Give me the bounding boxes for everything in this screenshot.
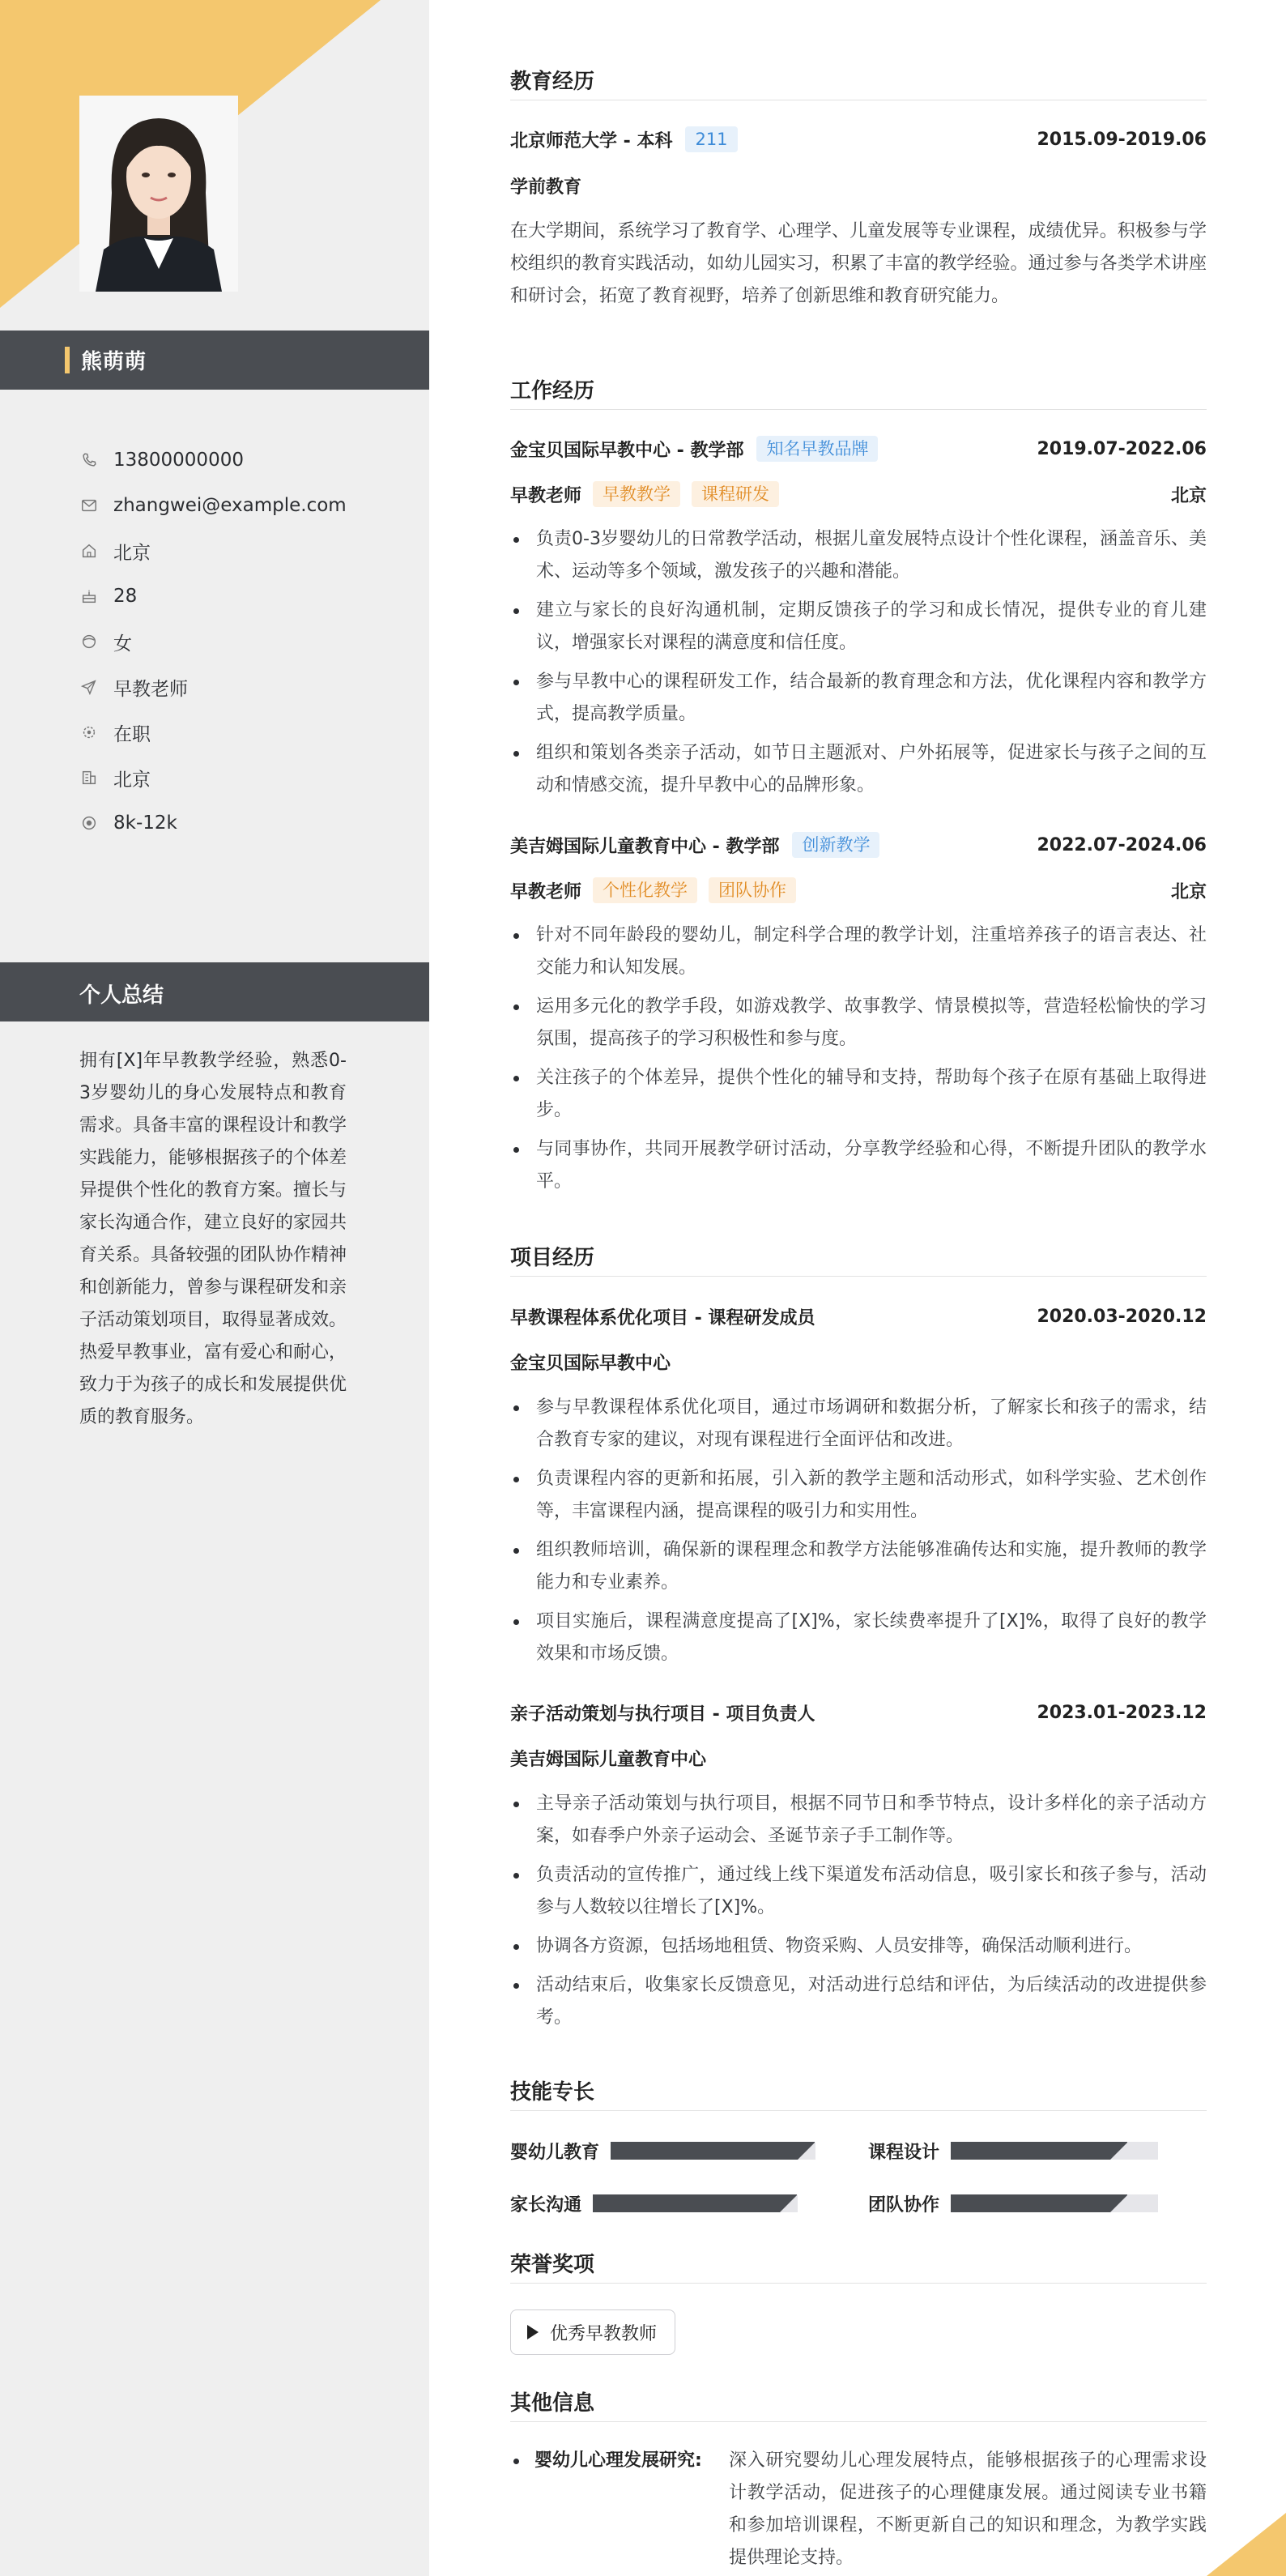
- play-icon: [527, 2325, 539, 2339]
- education-major: 学前教育: [510, 177, 582, 198]
- skill-fill: [951, 2142, 1127, 2160]
- contact-age: [79, 574, 419, 619]
- project-org: 金宝贝国际早教中心: [510, 1353, 671, 1374]
- other-key: 婴幼儿心理发展研究:: [534, 2450, 702, 2471]
- sidebar: [0, 0, 429, 2576]
- name-accent: [65, 347, 70, 373]
- skill-item: [510, 2136, 815, 2165]
- job-role: 早教老师: [510, 881, 582, 902]
- list-item: 项目实施后，课程满意度提高了[X]%，家长续费率提升了[X]%，取得了良好的教学效果和市场反馈。: [510, 1606, 1207, 1670]
- job-period: 2019.07-2022.06: [1037, 438, 1207, 459]
- skill-bar: [593, 2194, 797, 2212]
- other-title: 其他信息: [510, 2386, 1207, 2422]
- contact-status: [79, 710, 419, 755]
- summary-bar: [0, 962, 429, 1021]
- gender-icon: [79, 632, 99, 651]
- school-tag: 211: [685, 126, 737, 152]
- skill-bar: [611, 2142, 815, 2160]
- job-skill-tag: 早教教学: [593, 481, 680, 507]
- project-period: 2023.01-2023.12: [1037, 1702, 1207, 1723]
- list-item: 活动结束后，收集家长反馈意见，对活动进行总结和评估，为后续活动的改进提供参考。: [510, 1969, 1207, 2034]
- skill-item: [868, 2136, 1158, 2165]
- job-skill-tag: 团队协作: [709, 877, 796, 903]
- skills-title: 技能专长: [510, 2075, 1207, 2111]
- contact-home: [79, 528, 419, 574]
- skill-bar: [951, 2194, 1158, 2212]
- school-name: 北京师范大学 - 本科: [510, 130, 673, 151]
- contact-value: zhangwei@example.com: [113, 495, 347, 516]
- contact-value: 北京: [113, 542, 151, 564]
- contact-value: 8k-12k: [113, 812, 177, 834]
- job-role: 早教老师: [510, 485, 582, 506]
- job-period: 2022.07-2024.06: [1037, 834, 1207, 855]
- project-org-row: [510, 1743, 1207, 1772]
- salary-icon: [79, 813, 99, 833]
- name-bar: [0, 331, 429, 390]
- skill-name: 婴幼儿教育: [510, 2142, 600, 2163]
- project-header: [510, 1698, 1207, 1727]
- project-name: 亲子活动策划与执行项目 - 项目负责人: [510, 1704, 815, 1725]
- list-item: 与同事协作，共同开展教学研讨活动，分享教学经验和心得，不断提升团队的教学水平。: [510, 1133, 1207, 1198]
- list-item: 协调各方资源，包括场地租赁、物资采购、人员安排等，确保活动顺利进行。: [510, 1930, 1207, 1963]
- job-role-row: [510, 480, 1207, 509]
- job-bullets: [510, 523, 1207, 808]
- project-name: 早教课程体系优化项目 - 课程研发成员: [510, 1307, 815, 1329]
- contact-value: 13800000000: [113, 450, 244, 471]
- job-role-row: [510, 876, 1207, 905]
- work-title: 工作经历: [510, 374, 1207, 410]
- contact-value: 在职: [113, 723, 151, 745]
- phone-icon: [79, 450, 99, 470]
- award-badge: [510, 2309, 675, 2355]
- summary-title: 个人总结: [79, 983, 164, 1008]
- project-bullets: [510, 1788, 1207, 2041]
- honors-title: 荣誉奖项: [510, 2248, 1207, 2284]
- skill-name: 团队协作: [868, 2194, 940, 2216]
- skill-bar: [951, 2142, 1158, 2160]
- job-company: 美吉姆国际儿童教育中心 - 教学部: [510, 836, 780, 857]
- contact-position: [79, 664, 419, 710]
- list-item: 组织和策划各类亲子活动，如节日主题派对、户外拓展等，促进家长与孩子之间的互动和情感交流，提升早教中心的品牌形象。: [510, 737, 1207, 802]
- mail-icon: [79, 496, 99, 515]
- education-desc: 在大学期间，系统学习了教育学、心理学、儿童发展等专业课程，成绩优异。积极参与学校组织的教育实践活动，如幼儿园实习，积累了丰富的教学经验。通过参与各类学术讲座和研讨会，拓宽了教育视野，培养了创新思维和教育研究能力。: [510, 221, 1207, 306]
- skill-fill: [951, 2194, 1127, 2212]
- job-skill-tag: 课程研发: [692, 481, 779, 507]
- job-bullets: [510, 919, 1207, 1205]
- list-item: 负责课程内容的更新和拓展，引入新的教学主题和活动形式，如科学实验、艺术创作等，丰富课程内涵，提高课程的吸引力和实用性。: [510, 1463, 1207, 1528]
- project-org-row: [510, 1347, 1207, 1376]
- list-item: 参与早教中心的课程研发工作，结合最新的教育理念和方法，优化课程内容和教学方式，提高教学质量。: [510, 666, 1207, 731]
- summary-text: 拥有[X]年早教教学经验，熟悉0-3岁婴幼儿的身心发展特点和教育需求。具备丰富的课程设计和教学实践能力，能够根据孩子的个体差异提供个性化的教育方案。擅长与家长沟通合作，建立良好的家园共育关系。具备较强的团队协作精神和创新能力，曾参与课程研发和亲子活动策划项目，取得显著成效。热爱早教事业，富有爱心和耐心，致力于为孩子的成长和发展提供优质的教育服务。: [79, 1051, 347, 1427]
- education-period: 2015.09-2019.06: [1037, 129, 1207, 150]
- contact-city: [79, 755, 419, 800]
- skill-name: 家长沟通: [510, 2194, 582, 2216]
- contact-value: 北京: [113, 769, 151, 791]
- contact-email: [79, 483, 419, 528]
- skill-item: [868, 2189, 1158, 2218]
- skill-item: [510, 2189, 797, 2218]
- cake-icon: [79, 586, 99, 606]
- award-label: 优秀早教教师: [550, 2323, 658, 2344]
- skill-fill: [611, 2142, 815, 2160]
- list-item: 负责0-3岁婴幼儿的日常教学活动，根据儿童发展特点设计个性化课程，涵盖音乐、美术、运动等多个领域，激发孩子的兴趣和潜能。: [510, 523, 1207, 588]
- projects-title: 项目经历: [510, 1241, 1207, 1277]
- project-header: [510, 1302, 1207, 1331]
- corner-decoration: [1207, 2513, 1286, 2576]
- job-skill-tag: 个性化教学: [593, 877, 697, 903]
- job-header: [510, 434, 1207, 463]
- skill-name: 课程设计: [868, 2142, 940, 2163]
- status-icon: [79, 723, 99, 742]
- profile-name: 熊萌萌: [81, 350, 147, 374]
- bullet-dot: [513, 2459, 519, 2464]
- list-item: 负责活动的宣传推广，通过线上线下渠道发布活动信息，吸引家长和孩子参与，活动参与人数较以往增长了[X]%。: [510, 1859, 1207, 1924]
- list-item: 建立与家长的良好沟通机制，定期反馈孩子的学习和成长情况，提供专业的育儿建议，增强家长对课程的满意度和信任度。: [510, 595, 1207, 659]
- education-header: [510, 125, 1207, 154]
- education-major-row: [510, 171, 1207, 200]
- project-period: 2020.03-2020.12: [1037, 1306, 1207, 1327]
- home-icon: [79, 541, 99, 561]
- list-item: 参与早教课程体系优化项目，通过市场调研和数据分析，了解家长和孩子的需求，结合教育专家的建议，对现有课程进行全面评估和改进。: [510, 1392, 1207, 1456]
- job-tag: 知名早教品牌: [756, 436, 878, 462]
- other-value: 深入研究婴幼儿心理发展特点，能够根据孩子的心理需求设计教学活动，促进孩子的心理健康发展。通过阅读专业书籍和参加培训课程，不断更新自己的知识和理念，为教学实践提供理论支持。: [729, 2450, 1207, 2568]
- contact-gender: [79, 619, 419, 664]
- project-bullets: [510, 1392, 1207, 1677]
- skill-fill: [593, 2194, 797, 2212]
- job-city: 北京: [1170, 881, 1207, 902]
- send-icon: [79, 677, 99, 697]
- list-item: 关注孩子的个体差异，提供个性化的辅导和支持，帮助每个孩子在原有基础上取得进步。: [510, 1062, 1207, 1127]
- project-org: 美吉姆国际儿童教育中心: [510, 1749, 707, 1770]
- contact-salary: [79, 800, 419, 846]
- list-item: 组织教师培训，确保新的课程理念和教学方法能够准确传达和实施，提升教师的教学能力和专业素养。: [510, 1534, 1207, 1599]
- profile-photo: [79, 96, 238, 292]
- contact-value: 28: [113, 586, 138, 607]
- job-company: 金宝贝国际早教中心 - 教学部: [510, 440, 744, 461]
- contact-value: 早教老师: [113, 678, 188, 700]
- contact-value: 女: [113, 633, 132, 655]
- job-tag: 创新教学: [792, 832, 879, 858]
- education-title: 教育经历: [510, 65, 1207, 100]
- building-icon: [79, 768, 99, 787]
- contact-phone: [79, 437, 419, 483]
- job-city: 北京: [1170, 485, 1207, 506]
- list-item: 针对不同年龄段的婴幼儿，制定科学合理的教学计划，注重培养孩子的语言表达、社交能力和认知发展。: [510, 919, 1207, 984]
- job-header: [510, 830, 1207, 859]
- list-item: 运用多元化的教学手段，如游戏教学、故事教学、情景模拟等，营造轻松愉快的学习氛围，提高孩子的学习积极性和参与度。: [510, 991, 1207, 1056]
- contact-list: [79, 437, 419, 846]
- list-item: 主导亲子活动策划与执行项目，根据不同节日和季节特点，设计多样化的亲子活动方案，如春季户外亲子运动会、圣诞节亲子手工制作等。: [510, 1788, 1207, 1853]
